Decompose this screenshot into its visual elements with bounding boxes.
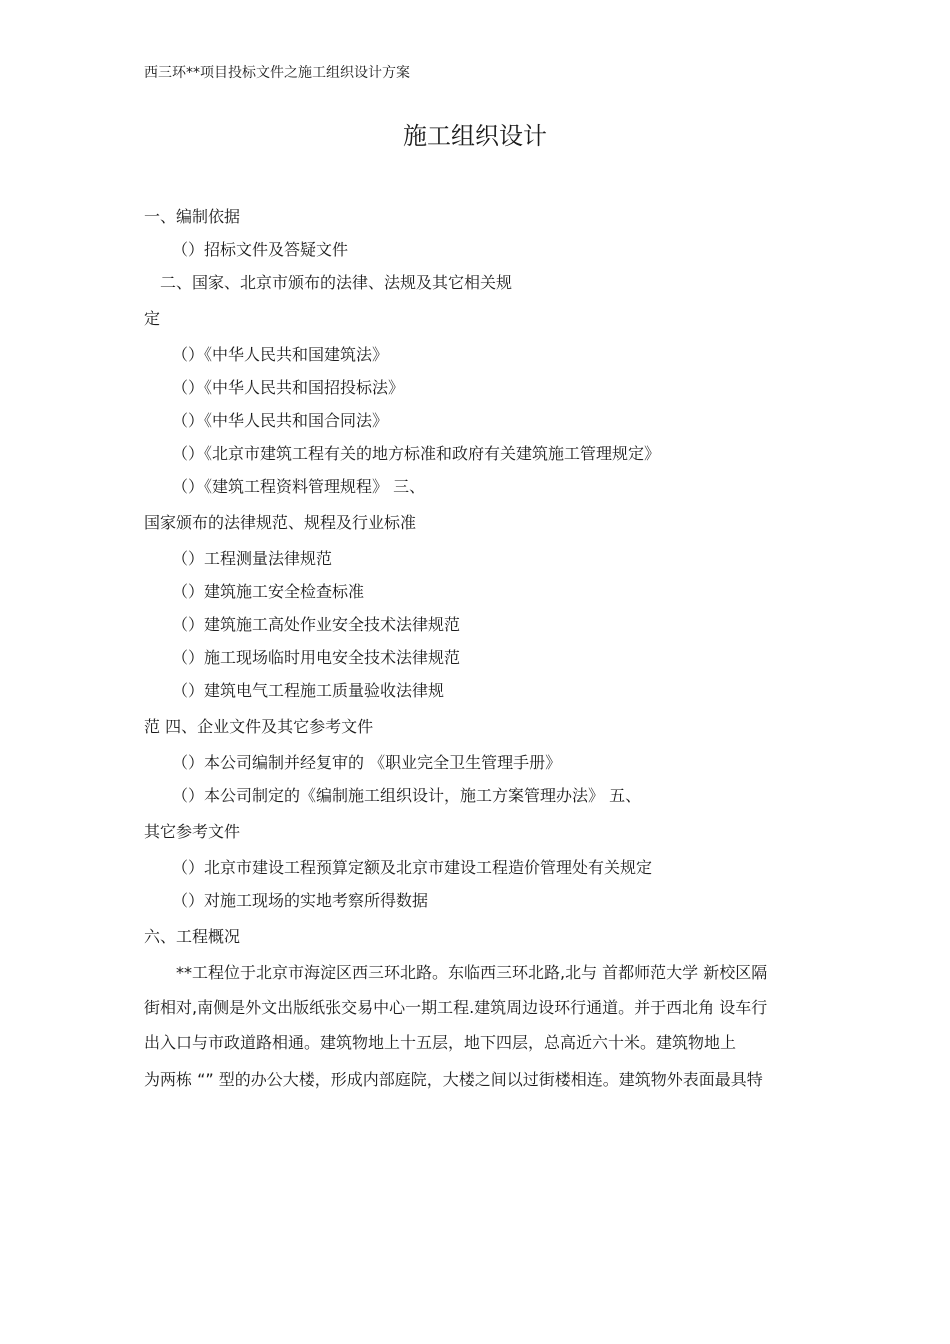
- list-item: （）建筑施工安全检查标准: [172, 582, 365, 601]
- list-item: （）《中华人民共和国合同法》: [172, 411, 389, 430]
- list-item: （）工程测量法律规范: [172, 549, 333, 568]
- list-item: （）《北京市建筑工程有关的地方标准和政府有关建筑施工管理规定》: [172, 444, 661, 463]
- section-heading-2: 二、国家、北京市颁布的法律、法规及其它相关规: [160, 273, 513, 292]
- overview-line: 街相对,南侧是外文出版纸张交易中心一期工程.建筑周边设环行通道。并于西北角 设车行: [144, 998, 768, 1017]
- section-heading-2-cont: 定: [144, 309, 161, 328]
- list-item: （）北京市建设工程预算定额及北京市建设工程造价管理处有关规定: [172, 858, 653, 877]
- section-heading-4: 范 四、企业文件及其它参考文件: [144, 717, 374, 736]
- running-header: 西三环**项目投标文件之施工组织设计方案: [144, 65, 410, 81]
- overview-line: 出入口与市政道路相通。建筑物地上十五层，地下四层，总高近六十米。建筑物地上: [144, 1033, 737, 1052]
- document-title: 施工组织设计: [403, 122, 547, 150]
- section-heading-1: 一、编制依据: [144, 207, 241, 226]
- overview-line: **工程位于北京市海淀区西三环北路。东临西三环北路,北与 首都师范大学 新校区隔: [176, 963, 768, 982]
- list-item: （）《中华人民共和国建筑法》: [172, 345, 389, 364]
- list-item: （）《中华人民共和国招投标法》: [172, 378, 405, 397]
- list-item: （）本公司制定的《编制施工组织设计，施工方案管理办法》 五、: [172, 786, 642, 805]
- list-item: （）建筑电气工程施工质量验收法律规: [172, 681, 445, 700]
- list-item: （）《建筑工程资料管理规程》 三、: [172, 477, 426, 496]
- list-item: （）招标文件及答疑文件: [172, 240, 349, 259]
- overview-line: 为两栋 “” 型的办公大楼，形成内部庭院，大楼之间以过街楼相连。建筑物外表面最具特: [144, 1070, 763, 1089]
- list-item: （）对施工现场的实地考察所得数据: [172, 891, 429, 910]
- section-heading-6: 六、工程概况: [144, 927, 241, 946]
- list-item: （）建筑施工高处作业安全技术法律规范: [172, 615, 461, 634]
- list-item: （）本公司编制并经复审的 《职业完全卫生管理手册》: [172, 753, 562, 772]
- section-heading-5-cont: 其它参考文件: [144, 822, 241, 841]
- list-item: （）施工现场临时用电安全技术法律规范: [172, 648, 461, 667]
- section-heading-3-cont: 国家颁布的法律规范、规程及行业标准: [144, 513, 417, 532]
